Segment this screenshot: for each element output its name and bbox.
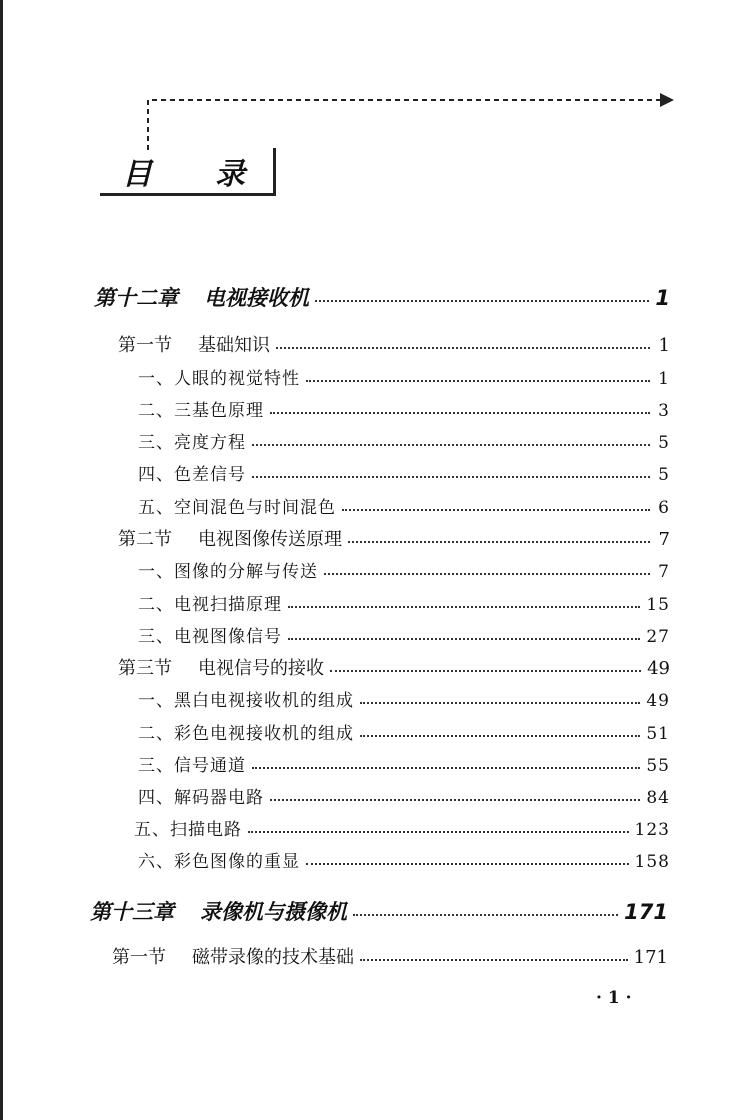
toc-item[interactable] bbox=[138, 396, 670, 421]
page-ref: 55 bbox=[646, 756, 670, 776]
section-title: 电视信号的接收 bbox=[198, 658, 324, 679]
toc-section[interactable] bbox=[118, 525, 670, 551]
toc-item[interactable] bbox=[138, 590, 670, 615]
toc-item[interactable] bbox=[138, 719, 670, 744]
item-title: 六、彩色图像的重显 bbox=[138, 852, 300, 872]
toc-item[interactable] bbox=[138, 751, 670, 776]
leader-dots bbox=[360, 702, 640, 704]
toc-item[interactable] bbox=[138, 428, 670, 453]
item-title: 四、解码器电路 bbox=[138, 788, 264, 808]
page-ref: 5 bbox=[658, 433, 670, 453]
toc-item[interactable] bbox=[138, 847, 670, 872]
chapter-number: 第十二章 bbox=[94, 286, 178, 310]
toc-item[interactable] bbox=[134, 815, 670, 840]
page-ref: 158 bbox=[634, 852, 670, 872]
page-ref: 1 bbox=[658, 369, 670, 389]
item-title: 三、信号通道 bbox=[138, 756, 246, 776]
item-title: 五、空间混色与时间混色 bbox=[138, 498, 336, 518]
page-ref: 1 bbox=[655, 286, 670, 310]
toc-section[interactable] bbox=[118, 331, 670, 357]
page-ref: 123 bbox=[634, 820, 670, 840]
item-title: 二、电视扫描原理 bbox=[138, 595, 282, 615]
leader-dots bbox=[348, 541, 650, 543]
page-ref: 49 bbox=[646, 691, 670, 711]
leader-dots bbox=[324, 573, 650, 575]
leader-dots bbox=[248, 831, 629, 833]
leader-dots bbox=[252, 444, 650, 446]
section-title: 基础知识 bbox=[198, 335, 270, 356]
decorative-arrow bbox=[0, 0, 738, 160]
section-number: 第二节 bbox=[118, 529, 172, 550]
leader-dots bbox=[270, 799, 640, 801]
page-ref: 5 bbox=[658, 465, 670, 485]
page-ref: 51 bbox=[646, 724, 670, 744]
page-ref: 84 bbox=[646, 788, 670, 808]
item-title: 二、三基色原理 bbox=[138, 401, 264, 421]
toc-section[interactable] bbox=[112, 943, 668, 969]
item-title: 二、彩色电视接收机的组成 bbox=[138, 724, 354, 744]
page-ref: 6 bbox=[658, 498, 670, 518]
page-left-edge bbox=[0, 0, 3, 1120]
leader-dots bbox=[360, 959, 628, 961]
toc-item[interactable] bbox=[138, 783, 670, 808]
chapter-number: 第十三章 bbox=[90, 900, 174, 924]
toc-chapter[interactable] bbox=[90, 896, 668, 926]
item-title: 三、电视图像信号 bbox=[138, 627, 282, 647]
page-ref: 171 bbox=[624, 900, 668, 924]
chapter-title: 电视接收机 bbox=[204, 286, 309, 310]
item-title: 三、亮度方程 bbox=[138, 433, 246, 453]
toc-item[interactable] bbox=[138, 364, 670, 389]
heading-char-mu: 目 bbox=[122, 156, 152, 192]
section-number: 第一节 bbox=[118, 335, 172, 356]
page-ref: 27 bbox=[646, 627, 670, 647]
toc-item[interactable] bbox=[138, 557, 670, 582]
leader-dots bbox=[315, 300, 649, 302]
leader-dots bbox=[252, 476, 650, 478]
leader-dots bbox=[330, 670, 641, 672]
leader-dots bbox=[252, 767, 640, 769]
heading-char-lu: 录 bbox=[215, 156, 245, 192]
item-title: 四、色差信号 bbox=[138, 465, 246, 485]
leader-dots bbox=[306, 863, 629, 865]
leader-dots bbox=[353, 914, 618, 916]
page-ref: 15 bbox=[646, 595, 670, 615]
leader-dots bbox=[288, 606, 640, 608]
leader-dots bbox=[306, 380, 650, 382]
leader-dots bbox=[276, 347, 650, 349]
section-title: 磁带录像的技术基础 bbox=[192, 947, 354, 968]
leader-dots bbox=[342, 509, 650, 511]
toc-item[interactable] bbox=[138, 493, 670, 518]
page-ref: 3 bbox=[658, 401, 670, 421]
toc-item[interactable] bbox=[138, 460, 670, 485]
section-title: 电视图像传送原理 bbox=[198, 529, 342, 550]
chapter-title: 录像机与摄像机 bbox=[200, 900, 347, 924]
item-title: 一、图像的分解与传送 bbox=[138, 562, 318, 582]
section-number: 第一节 bbox=[112, 947, 166, 968]
page-ref: 1 bbox=[658, 335, 670, 356]
section-number: 第三节 bbox=[118, 658, 172, 679]
page-number: · 1 · bbox=[596, 988, 632, 1008]
leader-dots bbox=[360, 735, 640, 737]
leader-dots bbox=[288, 638, 640, 640]
page-ref: 7 bbox=[658, 529, 670, 550]
page-ref: 7 bbox=[658, 562, 670, 582]
toc-heading bbox=[100, 148, 276, 196]
toc-item[interactable] bbox=[138, 622, 670, 647]
toc-chapter[interactable] bbox=[94, 282, 670, 312]
item-title: 五、扫描电路 bbox=[134, 820, 242, 840]
page-ref: 171 bbox=[633, 947, 668, 968]
toc-section[interactable] bbox=[118, 654, 670, 680]
item-title: 一、人眼的视觉特性 bbox=[138, 369, 300, 389]
page-ref: 49 bbox=[647, 658, 670, 679]
leader-dots bbox=[270, 412, 650, 414]
toc-item[interactable] bbox=[138, 686, 670, 711]
item-title: 一、黑白电视接收机的组成 bbox=[138, 691, 354, 711]
